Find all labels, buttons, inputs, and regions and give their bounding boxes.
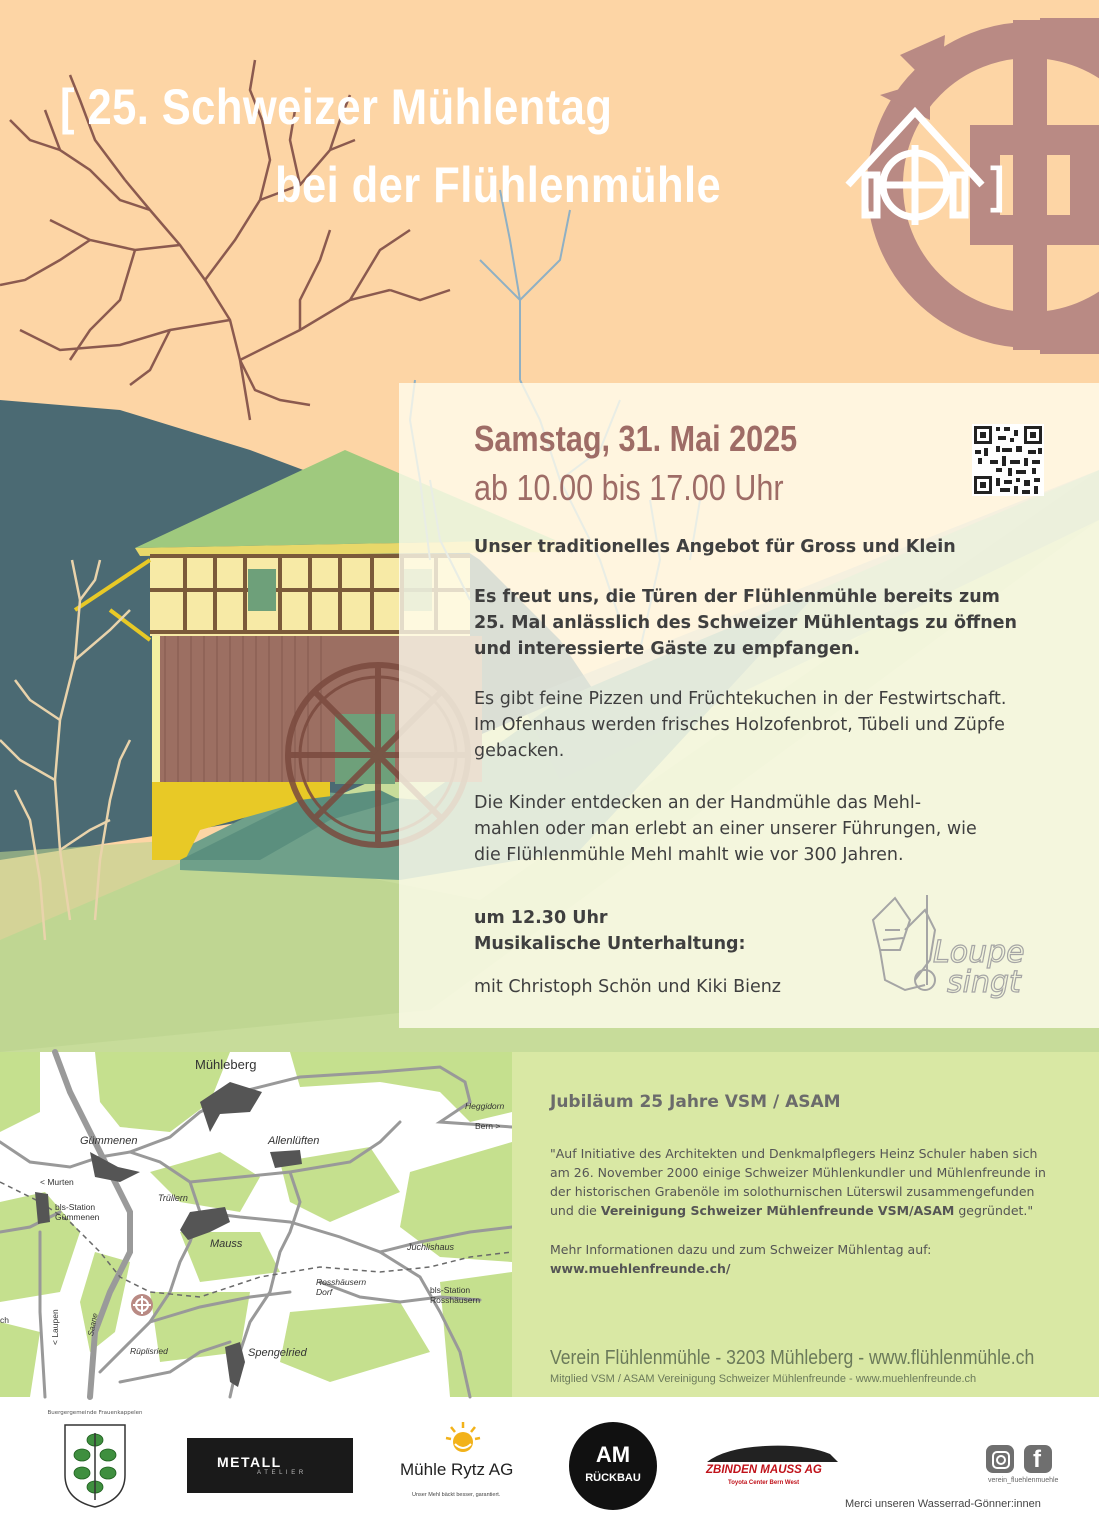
quote-text: und die xyxy=(550,1203,601,1218)
jubilee-quote xyxy=(550,1144,1070,1220)
kids-line: Die Kinder entdecken an der Handmühle das Mehl- xyxy=(474,793,922,813)
music-time: um 12.30 Uhr xyxy=(474,908,608,928)
map-label-line: bls-Station xyxy=(55,1202,96,1212)
intro-line: und interessierte Gäste zu empfangen. xyxy=(474,639,861,659)
map-label-muehleberg: Mühleberg xyxy=(195,1057,257,1072)
facebook-icon[interactable]: f xyxy=(1024,1445,1052,1473)
membership-footer: Mitglied VSM / ASAM Vereinigung Schweizer Mühlenfreunde - www.muehlenfreunde.ch xyxy=(550,1373,977,1385)
quote-line: am 26. November 2000 einige Schweizer Mühlenkundler und Mühlenfreunde in xyxy=(550,1165,1046,1180)
intro-paragraph xyxy=(474,584,1017,662)
ruetz-logo-text: Mühle Rytz AG xyxy=(400,1460,514,1479)
quote-line: "Auf Initiative des Architekten und Denkmalpflegers Heinz Schuler haben sich xyxy=(550,1146,1038,1161)
metall-logo-sub: A T E L I E R xyxy=(257,1470,305,1476)
mill-location-icon xyxy=(131,1294,153,1316)
more-info: Mehr Informationen dazu und zum Schweizer Mühlentag auf: xyxy=(550,1242,932,1257)
event-date: Samstag, 31. Mai 2025 xyxy=(474,418,798,459)
map-label-rosshaeusern-dorf xyxy=(316,1277,366,1297)
metall-logo-text: METALL xyxy=(217,1454,282,1470)
association-footer: Verein Flühlenmühle - 3203 Mühleberg - www.flühlenmühle.ch xyxy=(550,1347,1035,1369)
food-line: Im Ofenhaus werden frisches Holzofenbrot, Tübeli und Züpfe xyxy=(474,715,1005,735)
map-label-line: Gümmenen xyxy=(55,1212,100,1222)
rueckbau-text: RÜCKBAU xyxy=(585,1472,641,1484)
map-label-mauss: Mauss xyxy=(210,1238,243,1250)
loupe-logo-word2: singt xyxy=(947,965,1021,1000)
ruetz-sun-icon xyxy=(445,1420,481,1456)
loupe-singt-logo xyxy=(865,890,1025,1005)
map-label-allenlueften: Allenlüften xyxy=(268,1135,320,1147)
zbinden-logo-text: ZBINDEN MAUSS AG xyxy=(706,1464,822,1476)
map-label-bern: Bern > xyxy=(475,1121,501,1131)
quote-text: gegründet." xyxy=(954,1203,1034,1218)
map-label-line: Dorf xyxy=(316,1287,333,1297)
map-label-spengelried: Spengelried xyxy=(248,1347,307,1359)
car-silhouette-icon xyxy=(705,1442,840,1464)
quote-line: der historischen Grabenöle im solothurnischen Lüterswil zusammengefunden xyxy=(550,1184,1035,1199)
rueckbau-mark: AM xyxy=(595,1442,631,1467)
instagram-icon[interactable] xyxy=(986,1445,1014,1473)
area-map[interactable] xyxy=(0,1052,512,1397)
music-artists: mit Christoph Schön und Kiki Bienz xyxy=(474,977,781,997)
food-line: gebacken. xyxy=(474,741,565,761)
more-info-link[interactable]: www.muehlenfreunde.ch/ xyxy=(550,1261,731,1276)
event-subtitle: Unser traditionelles Angebot für Gross und Klein xyxy=(474,537,956,557)
music-title: Musikalische Unterhaltung: xyxy=(474,934,746,954)
map-label-juchlishaus: Juchlishaus xyxy=(407,1242,455,1252)
map-label-rueplisried: Rüplisried xyxy=(130,1346,168,1356)
intro-line: 25. Mal anlässlich des Schweizer Mühlentags zu öffnen xyxy=(474,613,1017,633)
ruetz-tagline: Unser Mehl bäckt besser, garantiert. xyxy=(412,1492,501,1498)
food-line: Es gibt feine Pizzen und Früchtekuchen in der Festwirtschaft. xyxy=(474,689,1007,709)
title-line-1: [ 25. Schweizer Mühlentag xyxy=(60,79,613,135)
music-heading xyxy=(474,905,746,957)
map-label-laupen: < Laupen xyxy=(50,1309,60,1345)
intro-line: Es freut uns, die Türen der Flühlenmühle bereits zum xyxy=(474,587,1000,607)
map-label-saane: Saane xyxy=(86,1312,100,1337)
food-paragraph xyxy=(474,686,1006,764)
map-label-line: Rosshäusern xyxy=(430,1295,481,1305)
loupe-logo-word1: Loupe xyxy=(933,935,1025,970)
qr-code-icon[interactable] xyxy=(972,424,1044,496)
social-handle: verein_fluehlenmuehle xyxy=(988,1477,1059,1484)
event-time: ab 10.00 bis 17.00 Uhr xyxy=(474,467,784,508)
thanks-text: Merci unseren Wasserrad-Gönner:innen xyxy=(845,1498,1041,1510)
gemeinde-name: Buergergemeinde Frauenkappelen xyxy=(47,1410,143,1416)
metall-logo xyxy=(187,1438,353,1493)
map-label-murten: < Murten xyxy=(40,1177,74,1187)
map-label-guemmenen: Gümmenen xyxy=(80,1135,138,1147)
quote-line xyxy=(550,1201,1070,1220)
map-label-line: Rosshäusern xyxy=(316,1277,367,1287)
kids-line: mahlen oder man erlebt an einer unserer Führungen, wie xyxy=(474,819,977,839)
kids-paragraph xyxy=(474,790,977,868)
rueckbau-logo xyxy=(569,1422,657,1510)
kids-line: die Flühlenmühle Mehl mahlt wie vor 300 Jahren. xyxy=(474,845,904,865)
title-close-bracket: ] xyxy=(990,157,1005,213)
map-label-line: bls-Station xyxy=(430,1285,471,1295)
zbinden-sub: Toyota Center Bern West xyxy=(728,1480,800,1486)
title-line-2: bei der Flühlenmühle xyxy=(275,157,722,213)
map-label-left-edge: ch xyxy=(0,1315,9,1325)
vsm-name: Vereinigung Schweizer Mühlenfreunde VSM/ASAM xyxy=(600,1203,955,1218)
map-label-truellern: Trüllern xyxy=(158,1193,188,1203)
map-label-bls-rosshaeusern xyxy=(430,1285,480,1305)
jubilee-heading: Jubiläum 25 Jahre VSM / ASAM xyxy=(550,1092,841,1112)
coat-of-arms-logo xyxy=(47,1405,143,1510)
map-label-heggidorn: Heggidorn xyxy=(465,1101,505,1111)
map-label-bls-guemmenen xyxy=(55,1202,99,1222)
